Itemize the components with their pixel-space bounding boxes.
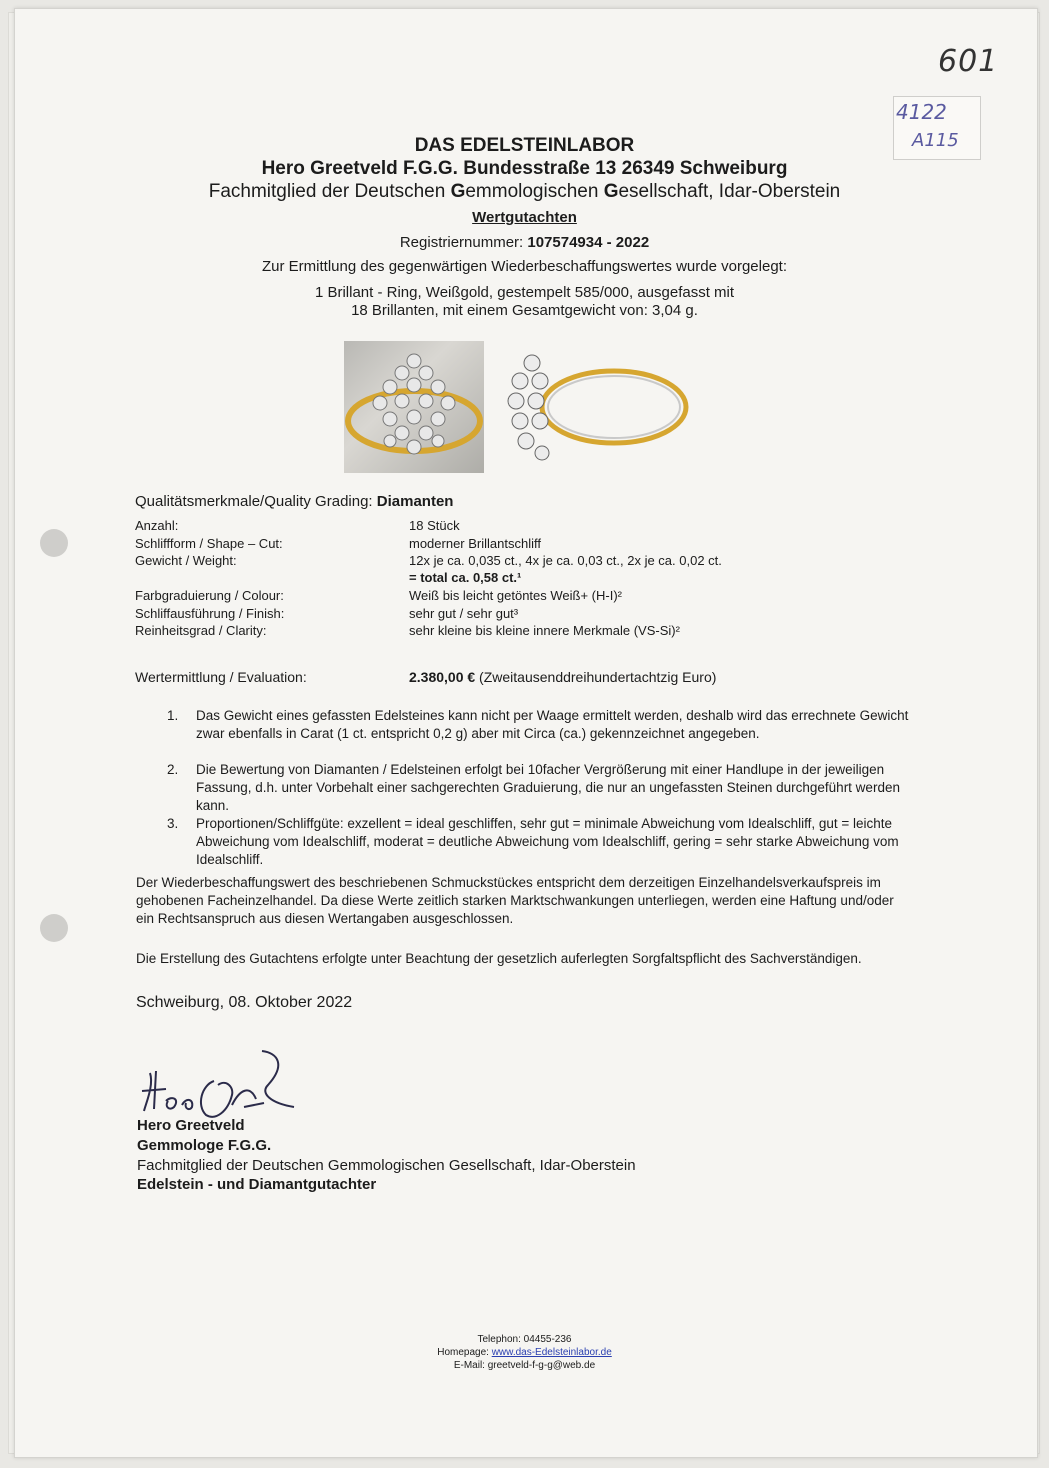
diligence-paragraph: Die Erstellung des Gutachtens erfolgte unter Beachtung der gesetzlich auferlegten Sorgfaltspflicht des Sachverständigen. [136,951,862,966]
note-number-3: 3. [167,816,179,831]
handwritten-ref-line1: 4122 [896,100,947,124]
intro-text: Zur Ermittlung des gegenwärtigen Wiederbeschaffungswertes wurde vorgelegt: [262,258,787,275]
lab-name: DAS EDELSTEINLABOR [414,135,635,156]
disclaimer-paragraph: Der Wiederbeschaffungswert des beschriebenen Schmuckstückes entspricht dem derzeitigen Einzelhandelsverkaufspreis im gehobenen Facheinzelhandel. Da diese Werte zeitlich starken Marktschwankungen unterliegen, werden eine Haftung und/oder ein Rechtsanspruch aus diesen Wertangaben ausgeschlossen. [136,875,894,926]
grading-value-clarity: sehr kleine bis kleine innere Merkmale (VS-Si)² [409,623,680,638]
grading-value-total-weight: = total ca. 0,58 ct.¹ [409,570,522,585]
lab-address: Hero Greetveld F.G.G. Bundesstraße 13 26349 Schweiburg [261,158,788,179]
object-line-2: 18 Brillanten, mit einem Gesamtgewicht von: 3,04 g. [351,302,698,319]
ring-photo-top-view [344,341,484,473]
quality-grading-heading: Qualitätsmerkmale/Quality Grading: Diamanten [135,493,454,510]
grading-label-count: Anzahl: [135,518,179,533]
grading-label-colour: Farbgraduierung / Colour: [135,588,284,603]
handwritten-ref-line2: A115 [912,130,959,151]
footer-email: E-Mail: greetveld-f-g-g@web.de [453,1360,596,1371]
note-text-1: Das Gewicht eines gefassten Edelsteines kann nicht per Waage ermittelt werden, deshalb wird das errechnete Gewicht zwar ebenfalls in Carat (1 ct. entspricht 0,2 g) aber mit Circa (ca.) gekennzeichnet angegeben. [196,708,909,741]
footer-phone: Telephon: 04455-236 [477,1334,572,1345]
ring-photo-side-view [496,341,692,473]
registration-number: Registriernummer: 107574934 - 2022 [399,234,650,251]
evaluation-label: Wertermittlung / Evaluation: [135,669,307,685]
note-number-2: 2. [167,762,179,777]
footer-homepage: Homepage: www.das-Edelsteinlabor.de [437,1347,612,1358]
signatory-name: Hero Greetveld [137,1117,245,1134]
grading-value-shape: moderner Brillantschliff [409,536,541,551]
grading-value-colour: Weiß bis leicht getöntes Weiß+ (H-I)² [409,588,622,603]
punch-hole-top [40,529,68,557]
punch-hole-bottom [40,914,68,942]
grading-label-clarity: Reinheitsgrad / Clarity: [135,623,267,638]
note-text-2: Die Bewertung von Diamanten / Edelsteinen erfolgt bei 10facher Vergrößerung mit einer Handlupe in der jeweiligen Fassung, d.h. unter Vorbehalt einer sachgerechten Graduierung, die nur an ungefassten Steinen durchgeführt werden kann. [196,762,900,813]
grading-label-shape: Schliffform / Shape – Cut: [135,536,283,551]
signatory-role: Edelstein - und Diamantgutachter [137,1176,377,1193]
handwritten-lot-number: 601 [938,44,999,79]
object-line-1: 1 Brillant - Ring, Weißgold, gestempelt 585/000, ausgefasst mit [314,284,735,301]
grading-value-weight: 12x je ca. 0,035 ct., 4x je ca. 0,03 ct., 2x je ca. 0,02 ct. [409,553,722,568]
grading-label-finish: Schliffausführung / Finish: [135,606,285,621]
handwritten-signature [136,1045,306,1125]
signatory-title: Gemmologe F.G.G. [137,1137,272,1154]
lab-membership: Fachmitglied der Deutschen Gemmologischen Gesellschaft, Idar-Oberstein [208,181,841,202]
document-title: Wertgutachten [472,209,577,226]
signatory-membership: Fachmitglied der Deutschen Gemmologischen Gesellschaft, Idar-Oberstein [137,1157,636,1174]
note-number-1: 1. [167,708,179,723]
note-text-3: Proportionen/Schliffgüte: exzellent = ideal geschliffen, sehr gut = minimale Abweichung vom Idealschliff, gut = leichte Abweichung vom Idealschliff, moderat = deutliche Abweichung vom Idealschliff, gering = sehr starke Abweichung vom Idealschliff. [196,816,899,867]
grading-value-count: 18 Stück [409,518,460,533]
grading-label-weight: Gewicht / Weight: [135,553,237,568]
grading-value-finish: sehr gut / sehr gut³ [409,606,519,621]
homepage-link[interactable]: www.das-Edelsteinlabor.de [491,1347,612,1358]
issue-date: Schweiburg, 08. Oktober 2022 [136,994,353,1011]
evaluation-value: 2.380,00 € (Zweitausenddreihundertachtzig Euro) [409,669,717,685]
